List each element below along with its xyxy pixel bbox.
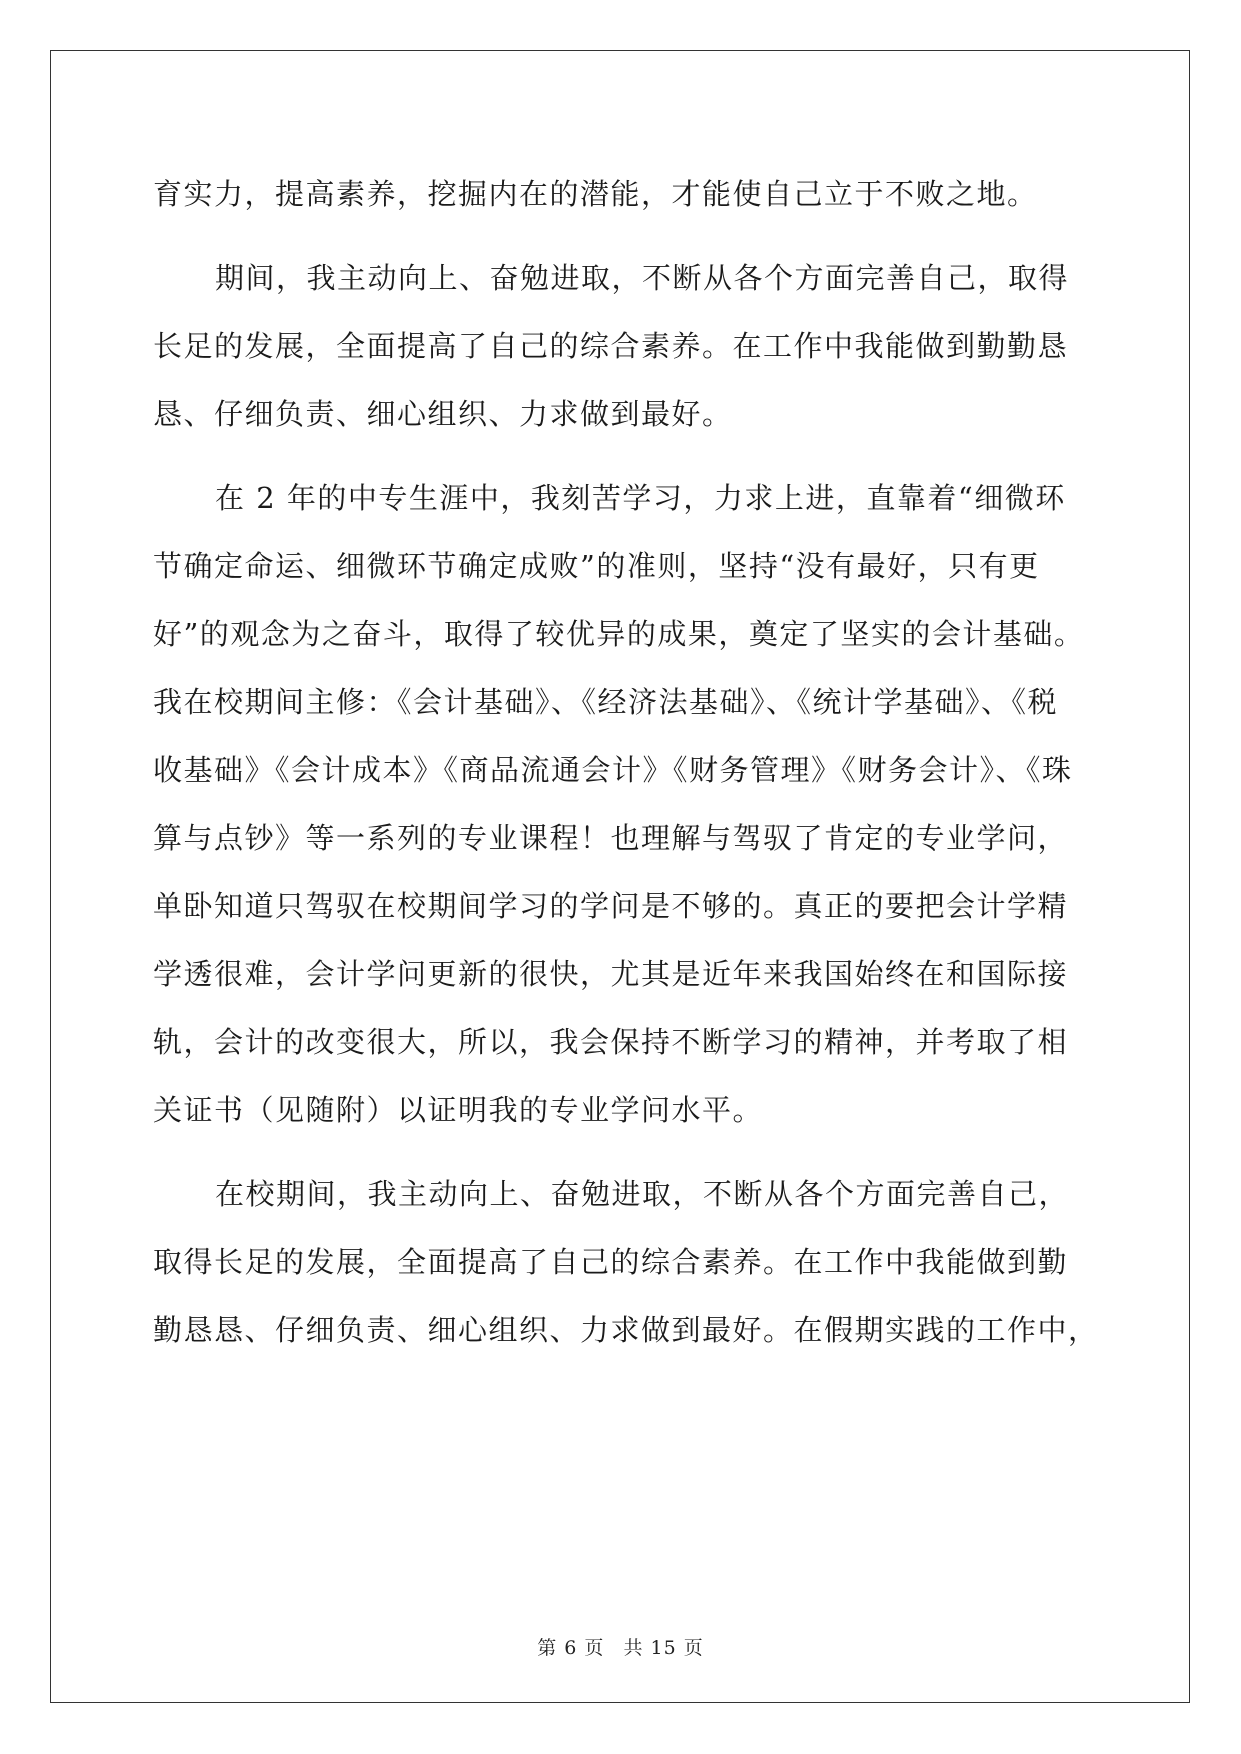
text-line: 勤恳恳、仔细负责、细心组织、力求做到最好。在假期实践的工作中，	[153, 1313, 1099, 1347]
text-line: 好”的观念为之奋斗，取得了较优异的成果，奠定了坚实的会计基础。	[153, 617, 1085, 651]
text-line: 节确定命运、细微环节确定成败”的准则，坚持“没有最好，只有更	[153, 549, 1040, 583]
text-line: 关证书（见随附）以证明我的专业学问水平。	[153, 1093, 764, 1127]
text-line: 算与点钞》等一系列的专业课程！也理解与驾驭了肯定的专业学问，	[153, 821, 1069, 855]
text-line: 在校期间，我主动向上、奋勉进取，不断从各个方面完善自己，	[215, 1177, 1070, 1211]
text-line: 取得长足的发展，全面提高了自己的综合素养。在工作中我能做到勤	[153, 1245, 1069, 1279]
page-footer	[0, 1633, 1241, 1660]
text-line: 我在校期间主修：《会计基础》、《经济法基础》、《统计学基础》、《税	[153, 685, 1059, 719]
page-number: 第 6 页	[537, 1637, 605, 1659]
text-line: 期间，我主动向上、奋勉进取，不断从各个方面完善自己，取得	[215, 261, 1070, 295]
document-body	[153, 160, 1113, 1364]
text-line: 育实力，提高素养，挖掘内在的潜能，才能使自己立于不败之地。	[153, 177, 1038, 211]
text-line: 单卧知道只驾驭在校期间学习的学问是不够的。真正的要把会计学精	[153, 889, 1069, 923]
page-total: 共 15 页	[623, 1637, 704, 1659]
text-line: 恳、仔细负责、细心组织、力求做到最好。	[153, 397, 733, 431]
text-line: 收基础》《会计成本》《商品流通会计》《财务管理》《财务会计》、《珠	[153, 753, 1073, 787]
text-line: 学透很难，会计学问更新的很快，尤其是近年来我国始终在和国际接	[153, 957, 1069, 991]
text-line: 长足的发展，全面提高了自己的综合素养。在工作中我能做到勤勤恳	[153, 329, 1069, 363]
text-line: 轨，会计的改变很大，所以，我会保持不断学习的精神，并考取了相	[153, 1025, 1069, 1059]
text-line: 在 2 年的中专生涯中，我刻苦学习，力求上进，直靠着“细微环	[215, 481, 1066, 515]
